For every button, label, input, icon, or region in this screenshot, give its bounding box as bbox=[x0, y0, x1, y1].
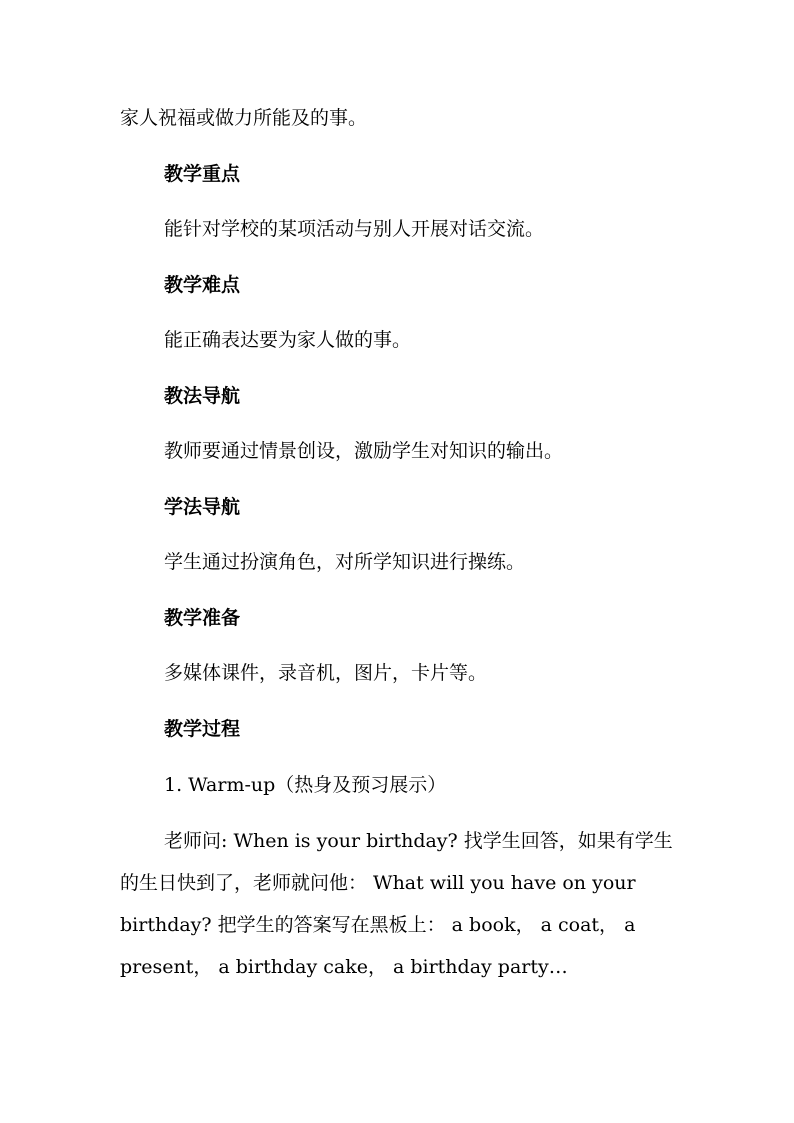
section-body-process-step1: 1. Warm-up（热身及预习展示） bbox=[164, 774, 447, 796]
section-heading-key-points: 教学重点 bbox=[164, 163, 241, 185]
section-heading-process: 教学过程 bbox=[164, 718, 241, 740]
section-body-key-points: 能针对学校的某项活动与别人开展对话交流。 bbox=[164, 218, 545, 240]
section-heading-difficulties: 教学难点 bbox=[164, 274, 241, 296]
continuation-text: 家人祝福或做力所能及的事。 bbox=[120, 107, 368, 129]
paragraph-line-2: 的生日快到了，老师就问他： What will you have on your bbox=[120, 872, 636, 894]
section-body-difficulties: 能正确表达要为家人做的事。 bbox=[164, 329, 412, 351]
section-body-preparation: 多媒体课件，录音机，图片，卡片等。 bbox=[164, 662, 488, 684]
section-heading-learning-method: 学法导航 bbox=[164, 496, 241, 518]
section-heading-preparation: 教学准备 bbox=[164, 607, 241, 629]
section-heading-teaching-method: 教法导航 bbox=[164, 385, 241, 407]
section-body-teaching-method: 教师要通过情景创设，激励学生对知识的输出。 bbox=[164, 440, 564, 462]
paragraph-line-1: 老师问: When is your birthday? 找学生回答，如果有学生 bbox=[164, 830, 673, 852]
paragraph-line-4: present， a birthday cake， a birthday party… bbox=[120, 956, 568, 978]
section-body-learning-method: 学生通过扮演角色，对所学知识进行操练。 bbox=[164, 551, 526, 573]
paragraph-line-3: birthday? 把学生的答案写在黑板上： a book， a coat， a bbox=[120, 914, 636, 936]
